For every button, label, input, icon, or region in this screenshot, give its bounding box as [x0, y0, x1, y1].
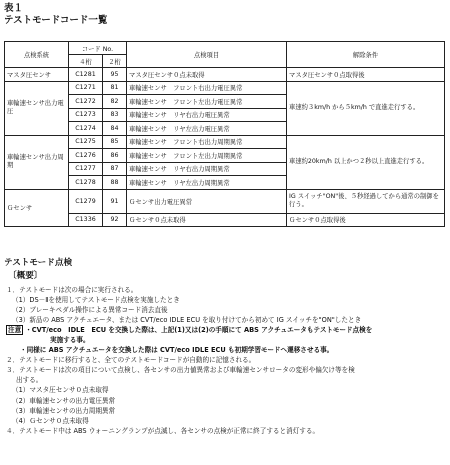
code4-cell: C1276	[69, 149, 103, 163]
header-two-digit: ２桁	[103, 55, 127, 68]
paragraph-3-cont: 出する。	[16, 376, 43, 385]
system-cell: 車輪速センサ出力周期	[5, 135, 69, 189]
table-row	[5, 189, 445, 213]
table-row	[5, 135, 445, 149]
release-cell: 車速約３km/h から５km/h で直進走行する。	[287, 81, 445, 135]
note-line-1-cont: 実施する事。	[50, 336, 90, 345]
list-item: （3）新品の ABS アクチュエータ、または CVT/eco IDLE ECU を取り付けてから初めて IG スイッチを"ON"したとき	[12, 316, 362, 325]
note-line-1	[6, 325, 446, 335]
paragraph-2: ２．テストモードに移行すると、全てのテストモードコードが自動的に記憶される。	[6, 356, 256, 365]
code2-cell: 92	[103, 213, 127, 227]
code4-cell: C1273	[69, 108, 103, 122]
item-cell: Ｇセンサ出力電圧異常	[127, 189, 287, 213]
overview-title: 〔概要〕	[8, 271, 43, 281]
item-cell: 車輪速センサ リヤ右出力電圧異常	[127, 108, 287, 122]
test-mode-code-table	[4, 41, 445, 227]
list-item: （1）DS－Ⅱを使用してテストモード点検を実施したとき	[12, 296, 180, 305]
code4-cell: C1336	[69, 213, 103, 227]
system-cell: 車輪速センサ出力電圧	[5, 81, 69, 135]
list-item: （2）車輪速センサの出力電圧異常	[12, 396, 116, 405]
item-cell: 車輪速センサ フロント左出力電圧異常	[127, 95, 287, 109]
table-number: 表１	[4, 3, 24, 14]
list-item: （1）マスタ圧センサ０点未取得	[12, 386, 109, 395]
note-text: ・CVT/eco IDLE ECU を交換した際は、上記(1)又は(2)の手順にて ABS アクチュエータもテストモード点検を	[25, 326, 373, 335]
code2-cell: 87	[103, 162, 127, 176]
release-cell: IG スイッチ"ON"後、５秒経過してから通常の制御を行う。	[287, 189, 445, 213]
code2-cell: 83	[103, 108, 127, 122]
code2-cell: 88	[103, 176, 127, 190]
code2-cell: 85	[103, 135, 127, 149]
code2-cell: 84	[103, 122, 127, 136]
code4-cell: C1279	[69, 189, 103, 213]
code2-cell: 86	[103, 149, 127, 163]
release-cell: 車速約20km/h 以上かつ２秒以上直進走行する。	[287, 135, 445, 189]
item-cell: 車輪速センサ フロント右出力周期異常	[127, 135, 287, 149]
header-release: 解除条件	[287, 42, 445, 68]
code4-cell: C1275	[69, 135, 103, 149]
release-cell: マスタ圧センサ０点取得後	[287, 68, 445, 82]
item-cell: 車輪速センサ リヤ左出力周期異常	[127, 176, 287, 190]
item-cell: 車輪速センサ リヤ右出力周期異常	[127, 162, 287, 176]
table-title: テストモードコード一覧	[4, 15, 108, 26]
code2-cell: 81	[103, 81, 127, 95]
header-item: 点検項目	[127, 42, 287, 68]
body-text	[6, 285, 446, 436]
code2-cell: 91	[103, 189, 127, 213]
item-cell: 車輪速センサ フロント右出力電圧異常	[127, 81, 287, 95]
system-cell: Ｇセンサ	[5, 189, 69, 227]
list-item: （2）ブレーキペダル操作による異常コード消去直後	[12, 306, 168, 315]
item-cell: Ｇセンサ０点未取得	[127, 213, 287, 227]
code4-cell: C1278	[69, 176, 103, 190]
paragraph-1: １．テストモードは次の場合に実行される。	[6, 286, 138, 294]
table-row	[5, 81, 445, 95]
paragraph-3: ３．テストモードは次の項目について点検し、各センサの出力値異常および車輪速センサロータの変形や偏欠け等を検	[6, 366, 355, 375]
system-cell: マスタ圧センサ	[5, 68, 69, 82]
header-system: 点検系統	[5, 42, 69, 68]
section-title: テストモード点検	[4, 258, 73, 268]
item-cell: 車輪速センサ リヤ左出力電圧異常	[127, 122, 287, 136]
code4-cell: C1274	[69, 122, 103, 136]
paragraph-4: ４．テストモード中は ABS ウォーニングランプが点滅し、各センサの点検が正常に終了すると消灯する。	[6, 426, 320, 435]
list-item: （4）Ｇセンサ０点未取得	[12, 416, 89, 425]
code4-cell: C1277	[69, 162, 103, 176]
item-cell: 車輪速センサ フロント左出力周期異常	[127, 149, 287, 163]
code2-cell: 82	[103, 95, 127, 109]
header-code-no: コード No.	[69, 42, 127, 55]
table-header-row	[5, 42, 445, 55]
list-item: （3）車輪速センサの出力周期異常	[12, 406, 116, 415]
note-label: 注意	[8, 326, 22, 335]
release-cell: Ｇセンサ０点取得後	[287, 213, 445, 227]
table-row	[5, 213, 445, 227]
note-line-2: ・同様に ABS アクチュエータを交換した際は CVT/eco IDLE ECU も初期学習モードへ遷移させる事。	[20, 346, 334, 355]
table-row	[5, 68, 445, 82]
item-cell: マスタ圧センサ０点未取得	[127, 68, 287, 82]
code2-cell: 95	[103, 68, 127, 82]
header-four-digit: ４桁	[69, 55, 103, 68]
code4-cell: C1271	[69, 81, 103, 95]
code4-cell: C1281	[69, 68, 103, 82]
code4-cell: C1272	[69, 95, 103, 109]
